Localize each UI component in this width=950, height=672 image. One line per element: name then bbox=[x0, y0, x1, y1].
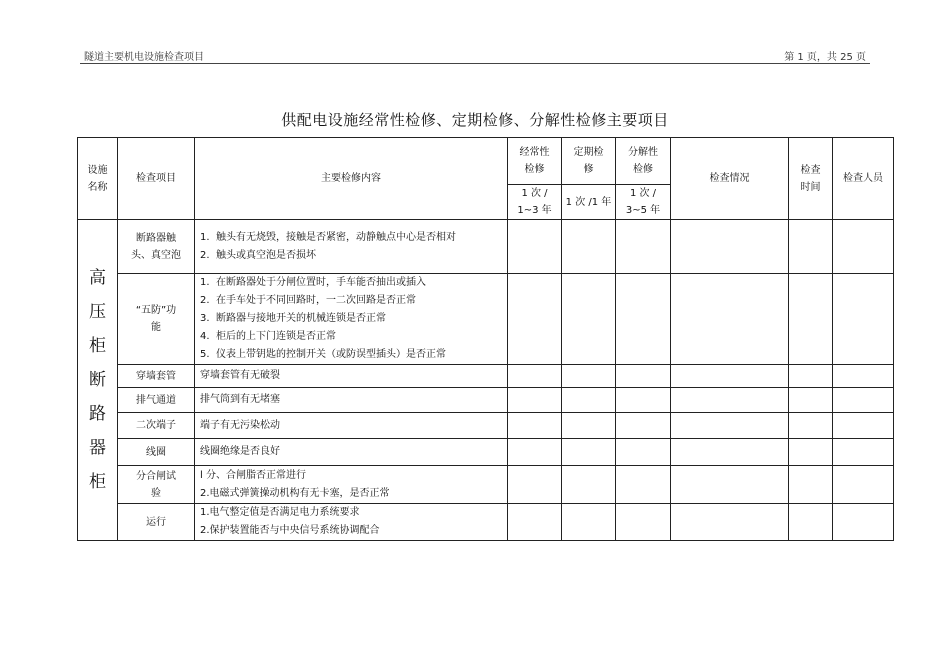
time-cell[interactable] bbox=[789, 365, 833, 388]
check-item: 二次端子 bbox=[118, 413, 195, 439]
status-cell[interactable] bbox=[671, 220, 789, 274]
inspector-cell[interactable] bbox=[833, 439, 894, 466]
inspector-cell[interactable] bbox=[833, 466, 894, 504]
overhaul-cell[interactable] bbox=[616, 220, 671, 274]
header-content: 主要检修内容 bbox=[195, 138, 508, 220]
status-cell[interactable] bbox=[671, 466, 789, 504]
time-cell[interactable] bbox=[789, 439, 833, 466]
time-cell[interactable] bbox=[789, 220, 833, 274]
header-routine-frequency: 1 次 / 1~3 年 bbox=[508, 185, 562, 220]
status-cell[interactable] bbox=[671, 413, 789, 439]
check-item: “五防”功 能 bbox=[118, 274, 195, 365]
content-cell: l 分、合闸脂否正常进行 2.电磁式弹簧操动机构有无卡塞，是否正常 bbox=[195, 466, 508, 504]
inspector-cell[interactable] bbox=[833, 274, 894, 365]
time-cell[interactable] bbox=[789, 504, 833, 541]
inspector-cell[interactable] bbox=[833, 504, 894, 541]
check-item: 运行 bbox=[118, 504, 195, 541]
periodic-cell[interactable] bbox=[562, 220, 616, 274]
routine-cell[interactable] bbox=[508, 274, 562, 365]
inspector-cell[interactable] bbox=[833, 365, 894, 388]
periodic-cell[interactable] bbox=[562, 413, 616, 439]
check-item: 线圈 bbox=[118, 439, 195, 466]
inspector-cell[interactable] bbox=[833, 388, 894, 413]
overhaul-cell[interactable] bbox=[616, 274, 671, 365]
time-cell[interactable] bbox=[789, 388, 833, 413]
inspector-cell[interactable] bbox=[833, 220, 894, 274]
periodic-cell[interactable] bbox=[562, 274, 616, 365]
periodic-cell[interactable] bbox=[562, 365, 616, 388]
facility-name-cell: 高 压 柜 断 路 器 柜 bbox=[78, 220, 118, 541]
check-item: 排气通道 bbox=[118, 388, 195, 413]
header-periodic: 定期检 修 bbox=[562, 138, 616, 185]
page-title: 供配电设施经常性检修、定期检修、分解性检修主要项目 bbox=[281, 111, 669, 129]
periodic-cell[interactable] bbox=[562, 504, 616, 541]
periodic-cell[interactable] bbox=[562, 439, 616, 466]
status-cell[interactable] bbox=[671, 365, 789, 388]
status-cell[interactable] bbox=[671, 439, 789, 466]
overhaul-cell[interactable] bbox=[616, 365, 671, 388]
header-check-item: 检查项目 bbox=[118, 138, 195, 220]
routine-cell[interactable] bbox=[508, 439, 562, 466]
content-cell: 排气筒到有无堵塞 bbox=[195, 388, 508, 413]
content-cell: 1.电气整定值是否满足电力系统要求 2.保护装置能否与中央信号系统协调配合 bbox=[195, 504, 508, 541]
header-overhaul: 分解性 检修 bbox=[616, 138, 671, 185]
inspector-cell[interactable] bbox=[833, 413, 894, 439]
check-item: 穿墙套管 bbox=[118, 365, 195, 388]
header-routine: 经常性 检修 bbox=[508, 138, 562, 185]
header-divider bbox=[80, 63, 870, 64]
header-periodic-frequency: 1 次 /1 年 bbox=[562, 185, 616, 220]
status-cell[interactable] bbox=[671, 274, 789, 365]
inspection-table bbox=[77, 137, 894, 541]
routine-cell[interactable] bbox=[508, 466, 562, 504]
routine-cell[interactable] bbox=[508, 413, 562, 439]
header-inspector: 检查人员 bbox=[833, 138, 894, 220]
overhaul-cell[interactable] bbox=[616, 504, 671, 541]
header-status: 检查情况 bbox=[671, 138, 789, 220]
status-cell[interactable] bbox=[671, 504, 789, 541]
overhaul-cell[interactable] bbox=[616, 388, 671, 413]
content-cell: 1. 触头有无烧毁，接触是否紧密，动静触点中心是否相对 2. 触头或真空泡是否损坏 bbox=[195, 220, 508, 274]
time-cell[interactable] bbox=[789, 466, 833, 504]
routine-cell[interactable] bbox=[508, 388, 562, 413]
routine-cell[interactable] bbox=[508, 220, 562, 274]
content-cell: 穿墙套管有无破裂 bbox=[195, 365, 508, 388]
overhaul-cell[interactable] bbox=[616, 466, 671, 504]
header-time: 检查 时间 bbox=[789, 138, 833, 220]
periodic-cell[interactable] bbox=[562, 388, 616, 413]
status-cell[interactable] bbox=[671, 388, 789, 413]
page-info: 第 1 页，共 25 页 bbox=[784, 52, 866, 63]
overhaul-cell[interactable] bbox=[616, 439, 671, 466]
routine-cell[interactable] bbox=[508, 365, 562, 388]
content-cell: 端子有无污染松动 bbox=[195, 413, 508, 439]
header-facility-name: 设施 名称 bbox=[78, 138, 118, 220]
header-overhaul-frequency: 1 次 / 3~5 年 bbox=[616, 185, 671, 220]
time-cell[interactable] bbox=[789, 413, 833, 439]
content-cell: 1. 在断路器处于分闸位置时，手车能否抽出或插入 2. 在手车处于不同回路时，一二次回路是否正常 3. 断路器与接地开关的机械连锁是否正常 4. 柜后的上下门连锁是否正常 5. 仪表上带钥匙的控制开关（或防误型插头）是否正常 bbox=[195, 274, 508, 365]
periodic-cell[interactable] bbox=[562, 466, 616, 504]
check-item: 断路器触 头、真空泡 bbox=[118, 220, 195, 274]
overhaul-cell[interactable] bbox=[616, 413, 671, 439]
time-cell[interactable] bbox=[789, 274, 833, 365]
document-name: 隧道主要机电设施检查项目 bbox=[84, 52, 204, 63]
routine-cell[interactable] bbox=[508, 504, 562, 541]
content-cell: 线圈绝缘是否良好 bbox=[195, 439, 508, 466]
check-item: 分合闸试 验 bbox=[118, 466, 195, 504]
